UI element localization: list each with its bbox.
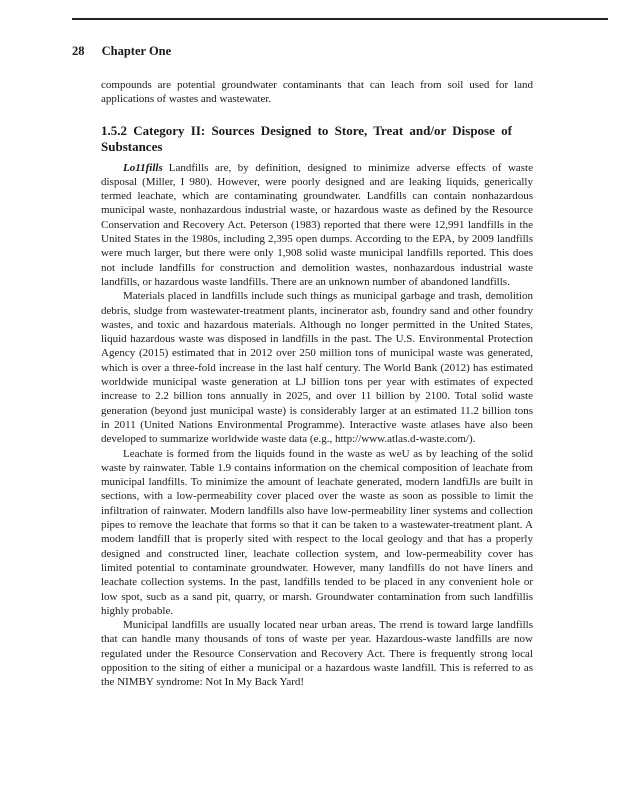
paragraph-text: Materials placed in landfills include such things as municipal garbage and trash, demolition debris, sludge from wastewater-treatment plants, incinerator asb, foundry sand and other foundry wastes, and toxic and hazardous materials. Although no longer permitted in the United States, liquid hazardous waste was disposed in landfills in the past. The U.S. Environmental Protection Agency (2015) estimated that in 2012 over 250 million tons of municipal waste was generated, which is over a three-fold increase in the last half century. The World Bank (2012) has estimated worldwide municipal waste generation at LJ billion tons per year with estimates of expected increase to 2.2 billion tons annually in 2025, and over 11 billion by 2100. Total solid waste generation (beyond just municipal waste) is considerably larger at an estimated 11.2 billion tons in 2011 (United Nations Environmental Programme). Interactive waste atlases have also been developed to summarize worldwide waste data (e.g., http://www.atlas.d-waste.com/). <box>101 290 533 446</box>
lead-term: Lo11fills <box>123 161 163 174</box>
top-rule <box>72 18 608 20</box>
page-number: 28 <box>72 44 85 58</box>
intro-paragraph: compounds are potential groundwater contaminants that can leach from soil used for land applications of wastes and wastewater. <box>101 79 533 106</box>
paragraph-municipal <box>101 618 533 689</box>
running-header <box>72 44 171 59</box>
paragraph-landfills <box>101 161 533 290</box>
section-heading <box>101 123 533 155</box>
page-body <box>101 78 533 690</box>
section-title: Category II: Sources Designed to Store, Treat and/or Dispose of Substances <box>101 122 512 154</box>
paragraph-leachate <box>101 447 533 619</box>
section-number: 1.5.2 <box>101 122 127 138</box>
paragraph-text: Landfills are, by definition, designed to minimize adverse effects of waste disposal (Miller, I 980). However, were poorly designed and are leaking liquids, generically termed leachate, which are contaminating groundwater. Landfills can contain nonhazardous municipal waste, nonhazardous industrial waste, or hazardous waste as defined by the Resource Conservation and Recovery Act. Peterson (1983) reported that there were 12,991 landfills in the United States in the 1980s, including 2,395 open dumps. According to the EPA, by 2009 landfills were much larger, but there were only 1,908 solid waste municipal landfills reported. This does not include landfills for construction and demolition wastes, nonhazardous industrial waste landfills, or hazardous waste landfills. There are an unknown number of abandoned landfills. <box>101 161 533 288</box>
chapter-title: Chapter One <box>101 44 172 58</box>
paragraph-text: Leachate is formed from the liquids found in the waste as weU as by leaching of the solid waste by rainwater. Table 1.9 contains information on the chemical composition of leachate from municipal landfills. To minimize the amount of leachate generated, modern landfiJls are built in sections, with a low-permeability cover placed over the waste as soon as possible to limit the infiltration of rainwater. Modern landfills also have low-permeability liner systems and collection pipes to remove the leachate that forms so that it can be taken to a wastewater-treatment plant. A modem landfill that is properly sited with respect to the local geology and that has a properly designed and constructed liner, leachate collection system, and low-permeability cover has limited potential to contaminate groundwater. However, many landfills do not have liners and leachate collection systems. In the past, landfills tended to be placed in any convenient hole or low spot, sucb as a sand pit, quarry, or marsh. Groundwater contamination from such landfillis highly probable. <box>101 447 533 617</box>
paragraph-text: Municipal landfills are usually located near urban areas. The rrend is toward large landfills that can handle many thousands of tons of waste per year. Hazardous-waste landfills are now regulated under the Resource Conservation and Recovery Act. There is frequently strong local opposition to the siting of either a municipal or a hazardous waste landfill. This is referred to as the NIMBY syndrome: Not In My Back Yard! <box>101 619 533 689</box>
paragraph-materials <box>101 289 533 446</box>
